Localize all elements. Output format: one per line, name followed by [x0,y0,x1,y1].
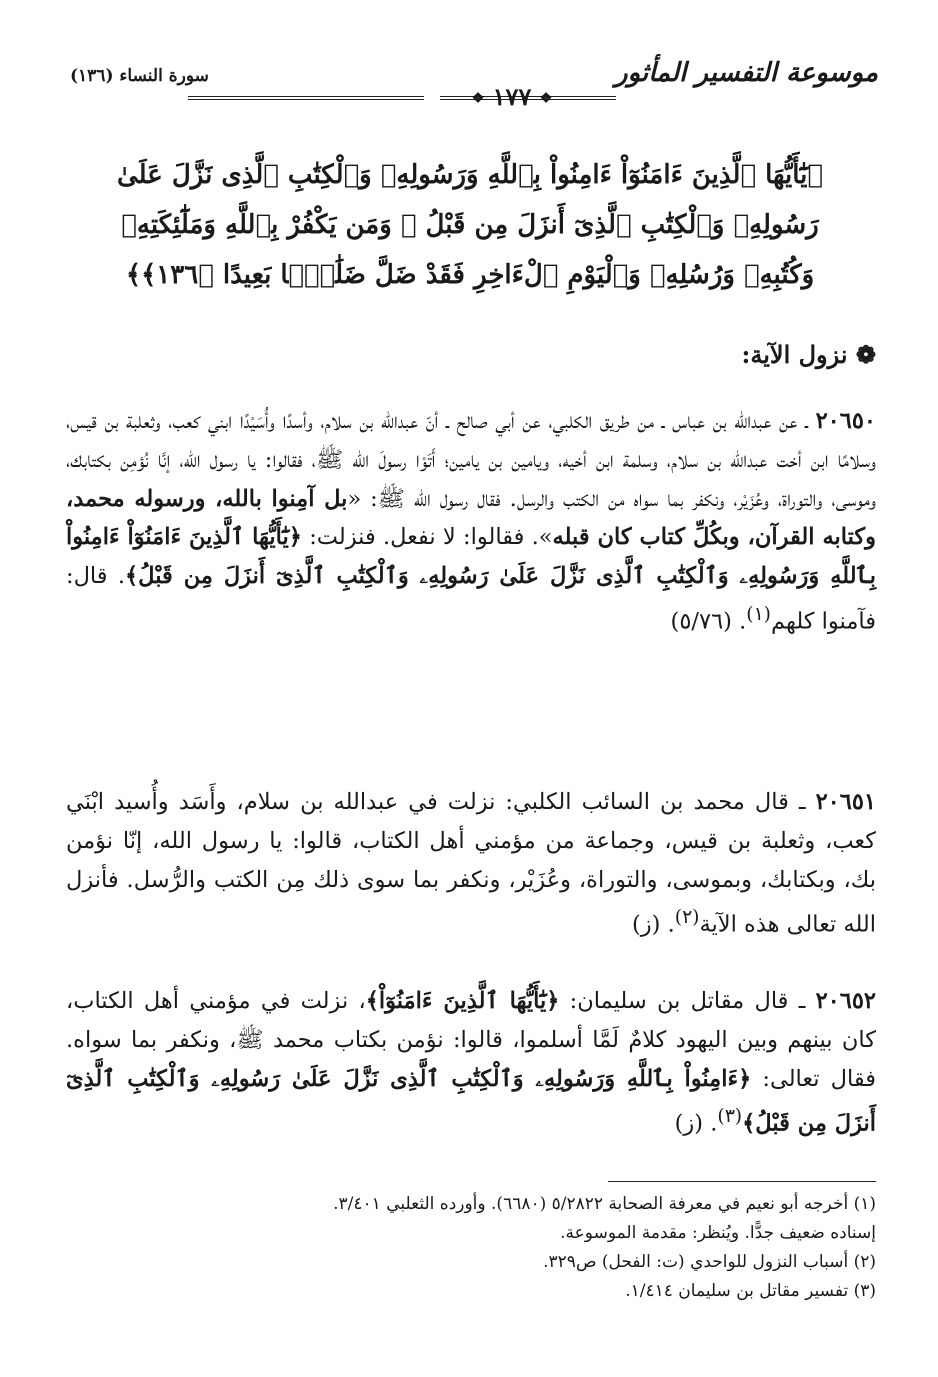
ornament-icon: ❖ [539,90,553,107]
narration-paragraph [66,783,876,945]
narration-text: ـ قال مقاتل بن سليمان: [559,988,816,1014]
footnote-marker: (١) [746,603,771,625]
page-number-value: ١٧٧ [492,82,532,111]
surah-title: سورة النساء (١٣٦) [70,66,209,86]
narration-number: ٢٠٦٥٢ [815,988,876,1014]
footnotes [66,1190,876,1306]
footnote: (٣) تفسير مقاتل بن سليمان ١/٤١٤. [625,1281,876,1301]
narration-paragraph [66,982,876,1144]
book-title: موسوعة التفسير المأثور [615,58,878,88]
ornament-icon: ❖ [471,90,485,107]
narration-text: ». فقالوا: لا نفعل. فنزلت: [301,524,553,551]
page-number [452,82,572,111]
narration-number: ٢٠٦٥٠ [815,408,876,434]
quran-quote: ﴿يَٰٓأَيُّهَا ٱلَّذِينَ ءَامَنُوٓاْ﴾ [365,988,560,1014]
quran-quote: ﴿يَٰٓأَيُّهَا ٱلَّذِينَ ءَامَنُوٓاْ ءَامِنُواْ بِٱللَّهِ وَرَسُولِهِۦ وَٱلْكِتَٰبِ ٱلَّذِى نَزَّلَ عَلَىٰ رَسُولِهِۦ وَٱلْكِتَٰبِ ٱلَّذِىٓ أَنزَلَ مِن قَبْلُ﴾ [66,524,877,590]
narration-text: ـ قال محمد بن السائب الكلبي: نزلت في عبدالله بن سلام، وأَسَد وأُسيد ابْنَي كعب، وثعلبة بن قيس، وجماعة من مؤمني أهل الكتاب، قالوا: يا رسول الله، إنّا نؤمن بك، وبكتابك، وبموسى، والتوراة، وعُزَيْر، ونكفر بما سوى ذلك مِن الكتب والرُّسل. فأنزل الله تعالى هذه الآية [66,789,876,938]
footnote: (١) أخرجه أبو نعيم في معرفة الصحابة ٥/٢٨٢٢ (٦٦٨٠). وأورده الثعلبي ٣/٤٠١. [333,1194,876,1214]
page-header [70,52,878,112]
quran-quote: ﴿ءَامِنُواْ بِٱللَّهِ وَرَسُولِهِۦ وَٱلْكِتَٰبِ ٱلَّذِى نَزَّلَ عَلَىٰ رَسُولِهِۦ وَٱلْكِتَٰبِ ٱلَّذِىٓ أَنزَلَ مِن قَبْلُ﴾ [66,1065,876,1137]
quran-verse: ﴿يَٰٓأَيُّهَا ٱلَّذِينَ ءَامَنُوٓاْ ءَامِنُواْ بِٱللَّهِ وَرَسُولِهِۦ وَٱلْكِتَٰبِ ٱلَّذِى نَزَّلَ عَلَىٰ رَسُولِهِۦ وَٱلْكِتَٰبِ ٱلَّذِىٓ أَنزَلَ مِن قَبْلُ ۚ وَمَن يَكْفُرْ بِٱللَّهِ وَمَلَٰٓئِكَتِهِۦ وَكُتُبِهِۦ وَرُسُلِهِۦ وَٱلْيَوْمِ ٱلْءَاخِرِ فَقَدْ ضَلَّ ضَلَٰلًۢا بَعِيدًا ﴿١٣٦﴾﴾ [116,160,824,290]
narration-number: ٢٠٦٥١ [815,789,876,815]
narration-text: ـ عن عبدالله بن عباس ـ من طريق الكلبي، عن أبي صالح ـ أنّ عبدالله بن سلام، وأسدًا وأُسَيْدًا ابني كعب، وثعلبة بن قيس، وسلامًا ابن أخت عبدالله بن سلام، وسلمة ابن أخيه، ويامين بن يامين؛ أَتَوْا رسولَ الله ﷺ، فقالوا: يا رسول الله، إنَّا نُؤمِن بكتابك، وموسى، والتوراة، وعُزَيْر، ونكفر بما سواه من الكتب والرسل. فقال رسول الله ﷺ: « [66,408,876,512]
footnote-divider [608,1181,876,1182]
footnote-marker: (٢) [674,907,700,929]
narration-text: . (ز) [674,1110,718,1137]
header-rule-left [188,96,424,100]
footnote: إسناده ضعيف جدًّا. ويُنظر: مقدمة الموسوعة. [560,1223,876,1243]
narration-text: . (ز) [632,911,675,938]
narration-text: . (٥/٧٦) [670,608,747,635]
section-heading: ❁ نزول الآية: [741,340,876,369]
footnote: (٢) أسباب النزول للواحدي (ت: الفحل) ص٣٢٩. [543,1252,876,1272]
hadith-quote: بل آمِنوا بالله، ورسوله محمد، وكتابه القرآن، وبكُلِّ كتاب كان قبله [66,485,877,551]
footnote-marker: (٣) [717,1106,743,1128]
narration-text: ، نزلت في مؤمني أهل الكتاب، كان بينهم وبين اليهود كلامٌ لَمَّا أسلموا، قالوا: نؤمن بكتاب محمد ﷺ، ونكفر بما سواه. فقال تعالى: [66,988,876,1092]
narration-text: . قال: فآمنوا كلهم [66,563,876,635]
narration-paragraph [66,402,876,641]
